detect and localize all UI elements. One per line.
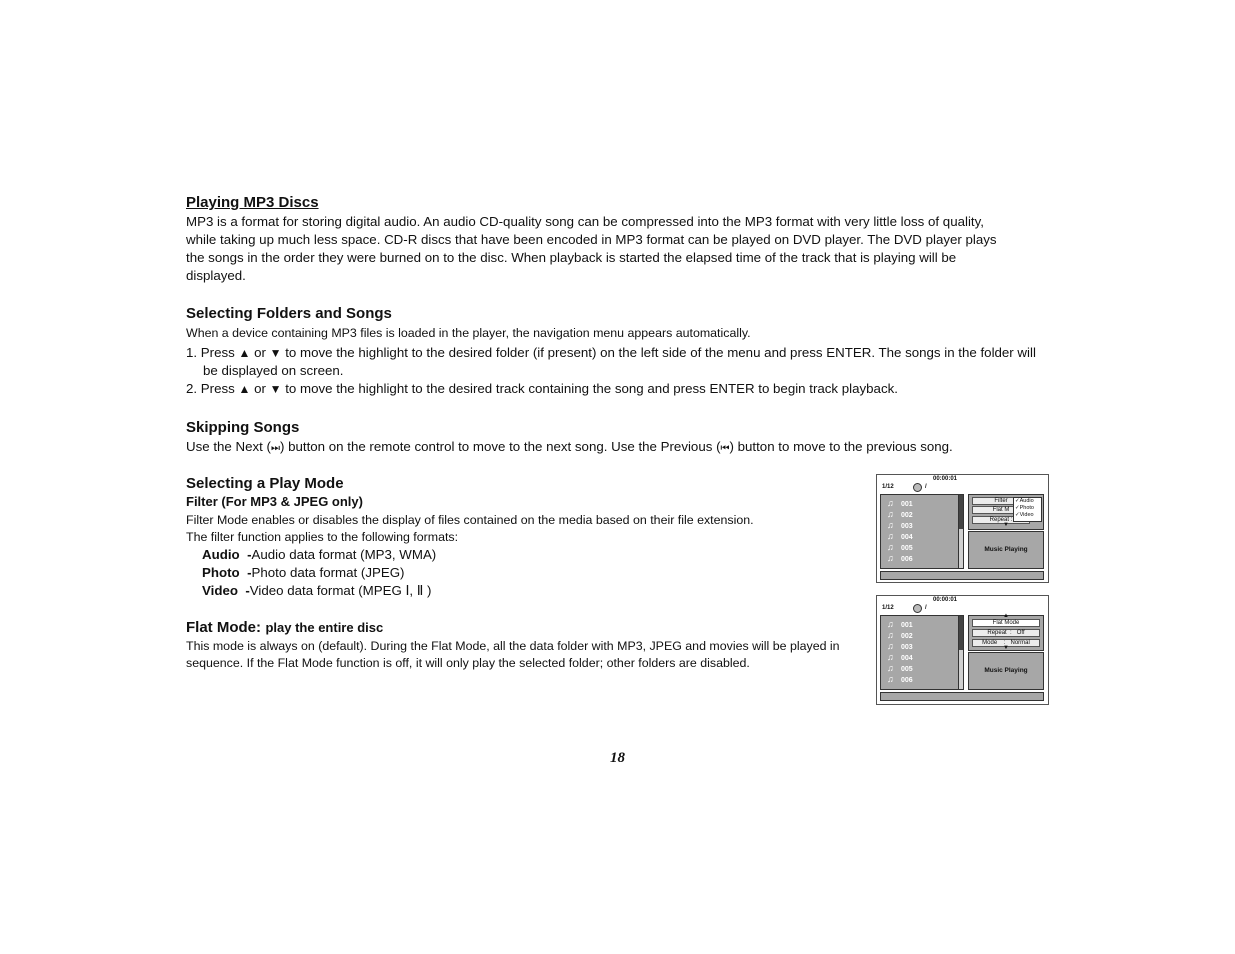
progress-bar [880, 571, 1044, 580]
folders-step-1-cont: be displayed on screen. [203, 363, 344, 378]
track-row[interactable]: ♫ 005 [887, 663, 913, 673]
format-photo-name: Photo [202, 565, 240, 580]
flat-mode-subtitle: play the entire disc [265, 620, 384, 635]
music-note-icon: ♫ [887, 542, 894, 552]
skip-text-a: Use the Next ( [186, 439, 271, 454]
filter-checklist [1013, 497, 1042, 522]
track-count: 1/12 [882, 484, 894, 490]
skip-text-b: ) button on the remote control to move to the next song. Use the Previous ( [279, 439, 721, 454]
track-row[interactable]: ♫ 006 [887, 553, 913, 563]
track-row[interactable]: ♫ 006 [887, 674, 913, 684]
mode-option[interactable]: Mode : Normal [972, 639, 1040, 647]
mp3-line-2: while taking up much less space. CD-R discs that have been encoded in MP3 format can be played on DVD player. The DVD player plays [186, 232, 997, 247]
music-note-icon: ♫ [887, 619, 894, 629]
music-note-icon: ♫ [887, 531, 894, 541]
repeat-option[interactable]: Repeat : Off [972, 629, 1040, 637]
format-audio-name: Audio [202, 547, 240, 562]
section-title-skip: Skipping Songs [186, 419, 300, 436]
track-row[interactable]: ♫ 003 [887, 520, 913, 530]
format-photo-desc: Photo data format (JPEG) [251, 565, 405, 580]
check-video[interactable]: ✓Video [1015, 512, 1034, 518]
next-track-icon: ⏭ [270, 443, 280, 454]
step2-or: or [254, 381, 266, 396]
flat-mode-option[interactable]: Flat Mode [972, 619, 1040, 627]
music-note-icon: ♫ [887, 641, 894, 651]
filter-menu-screen [876, 474, 1049, 583]
format-video-name: Video [202, 583, 238, 598]
status-panel: Music Playing [968, 652, 1044, 690]
music-note-icon: ♫ [887, 498, 894, 508]
skip-text [186, 438, 953, 458]
filter-option[interactable]: Filter [972, 497, 1030, 505]
down-arrow-icon: ▼ [1003, 522, 1009, 528]
up-arrow-icon: ▲ [238, 382, 251, 396]
format-video-sep: - [245, 583, 250, 598]
track-row[interactable]: ♫ 004 [887, 531, 913, 541]
track-count: 1/12 [882, 605, 894, 611]
filter-title: Filter (For MP3 & JPEG only) [186, 494, 363, 509]
format-video [202, 582, 431, 600]
down-arrow-icon: ▼ [1003, 645, 1009, 651]
format-audio-sep: - [247, 547, 252, 562]
track-row[interactable]: ♫ 001 [887, 498, 913, 508]
check-photo[interactable]: ✓Photo [1015, 505, 1034, 511]
step2-rest: to move the highlight to the desired track containing the song and press ENTER to begin track playback. [285, 381, 898, 396]
disc-icon [913, 483, 922, 492]
step1-prefix: 1. Press [186, 345, 235, 360]
flat-mode-title: Flat Mode: [186, 619, 261, 636]
previous-track-icon: ⏮ [720, 443, 730, 454]
elapsed-time: 00:00:01 [933, 476, 958, 482]
up-arrow-icon: ▲ [238, 346, 251, 360]
music-note-icon: ♫ [887, 674, 894, 684]
track-list [880, 494, 964, 569]
music-note-icon: ♫ [887, 509, 894, 519]
down-arrow-icon: ▼ [269, 346, 282, 360]
track-row[interactable]: ♫ 004 [887, 652, 913, 662]
music-note-icon: ♫ [887, 553, 894, 563]
elapsed-time: 00:00:01 [933, 597, 958, 603]
flat-mode-screen [876, 595, 1049, 705]
down-arrow-icon: ▼ [269, 382, 282, 396]
skip-text-c: ) button to move to the previous song. [729, 439, 953, 454]
filter-menu [968, 494, 1044, 530]
music-note-icon: ♫ [887, 663, 894, 673]
flat-mode-heading [186, 619, 383, 637]
flat-line-1: This mode is always on (default). During the Flat Mode, all the data folder with MP3, JPEG and movies will be played in [186, 639, 840, 653]
format-audio-desc: Audio data format (MP3, WMA) [251, 547, 437, 562]
check-audio[interactable]: ✓Audio [1015, 498, 1034, 504]
status-panel: Music Playing [968, 531, 1044, 569]
mp3-line-1: MP3 is a format for storing digital audio. An audio CD-quality song can be compressed into the MP3 format with very little loss of quality, [186, 214, 984, 229]
track-scrollbar[interactable] [958, 495, 963, 568]
repeat-option[interactable]: Repeat : [972, 516, 1030, 524]
track-row[interactable]: ♫ 002 [887, 509, 913, 519]
music-note-icon: ♫ [887, 652, 894, 662]
music-note-icon: ♫ [887, 630, 894, 640]
flat-mode-menu [968, 615, 1044, 651]
folders-step-2 [186, 380, 898, 398]
format-audio [202, 546, 436, 564]
filter-line-1: Filter Mode enables or disables the display of files contained on the media based on their file extension. [186, 513, 754, 527]
flat-line-2: sequence. If the Flat Mode function is off, it will only play the selected folder; other folders are disabled. [186, 656, 750, 670]
section-title-mode: Selecting a Play Mode [186, 475, 344, 492]
path-slash: / [925, 605, 927, 611]
track-list [880, 615, 964, 690]
section-title-folders: Selecting Folders and Songs [186, 305, 392, 322]
step1-or: or [254, 345, 266, 360]
folders-intro: When a device containing MP3 files is loaded in the player, the navigation menu appears automatically. [186, 326, 751, 340]
mp3-line-4: displayed. [186, 268, 246, 283]
track-row[interactable]: ♫ 002 [887, 630, 913, 640]
step2-prefix: 2. Press [186, 381, 235, 396]
flat-mode-option[interactable]: Flat M [972, 506, 1030, 514]
progress-bar [880, 692, 1044, 701]
folders-step-1 [186, 344, 1036, 362]
section-title-mp3: Playing MP3 Discs [186, 194, 319, 211]
path-slash: / [925, 484, 927, 490]
format-photo [202, 564, 404, 582]
format-video-desc: Video data format (MPEG Ⅰ, Ⅱ ) [249, 583, 432, 598]
step1-rest: to move the highlight to the desired folder (if present) on the left side of the menu and press ENTER. The songs in the folder will [285, 345, 1036, 360]
filter-line-2: The filter function applies to the following formats: [186, 530, 459, 544]
track-row[interactable]: ♫ 001 [887, 619, 913, 629]
music-note-icon: ♫ [887, 520, 894, 530]
page-number: 18 [610, 750, 625, 766]
format-photo-sep: - [247, 565, 252, 580]
track-scrollbar[interactable] [958, 616, 963, 689]
track-row[interactable]: ♫ 005 [887, 542, 913, 552]
track-row[interactable]: ♫ 003 [887, 641, 913, 651]
mp3-line-3: the songs in the order they were burned on to the disc. When playback is started the elapsed time of the track that is playing will be [186, 250, 957, 265]
disc-icon [913, 604, 922, 613]
up-arrow-icon: ▲ [1003, 613, 1009, 619]
